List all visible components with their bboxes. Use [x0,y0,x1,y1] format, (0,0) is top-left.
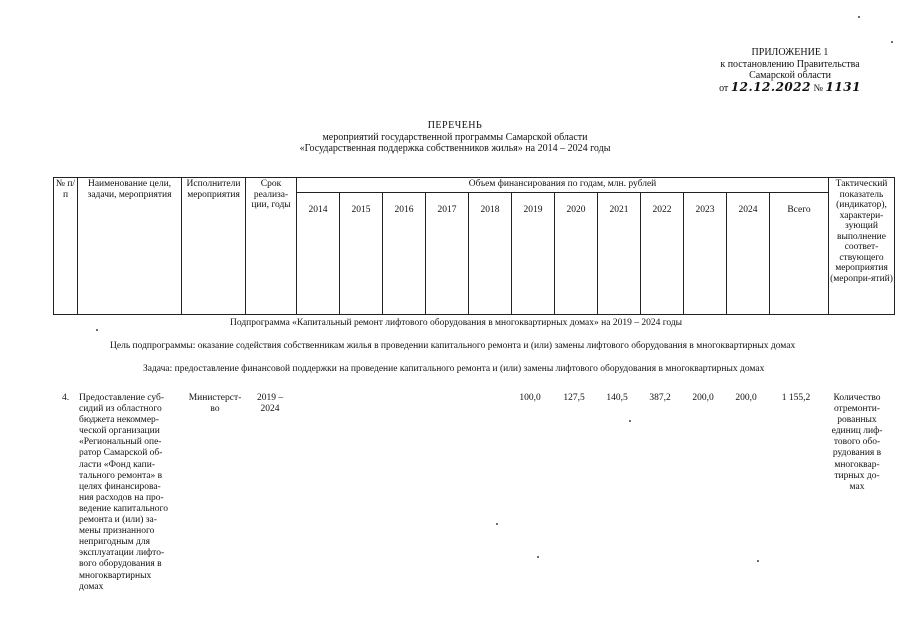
handwritten-number: 1131 [825,79,861,94]
item-term [246,393,294,415]
value-2022: 387,2 [649,393,671,403]
subprogram-task: Задача: предоставление финансовой поддержки на проведение капитального ремонта и (или) замены лифтового оборудования в многоквартирных домах [143,364,765,374]
appendix-line-2: к постановлению Правительства [720,58,860,70]
year-header: 2020 [555,193,598,315]
date-prefix: от [719,82,729,94]
value-2024: 200,0 [735,393,757,403]
value-2023: 200,0 [692,393,714,403]
item-name-line: ратор Самарской об- [79,448,163,459]
item-name-line: бюджета некоммер- [79,415,159,426]
year-header: 2018 [469,193,512,315]
item-name-line: вого оборудования в [79,559,162,570]
scan-speck [858,16,860,18]
value-total: 1 155,2 [781,393,811,403]
title-line-2: мероприятий государственной программы Самарской области [322,131,588,143]
year-header: 2014 [297,193,340,315]
header-col-name: Наименование цели, задачи, мероприятия [78,178,182,315]
item-term-line: 2019 – [256,393,284,403]
title-line-3: «Государственная поддержка собственников жилья» на 2014 – 2024 годы [299,143,611,154]
item-name-line: Предоставление суб- [79,393,165,403]
item-name-line: ласти «Фонд капи- [79,459,155,470]
document-title [280,120,630,155]
item-name-line: мены признанного [79,526,155,537]
handwritten-date: 12.12.2022 [730,79,811,94]
item-name-line: «Региональный опе- [79,437,162,448]
header-col-number: № п/п [54,178,78,315]
scan-speck [96,329,98,331]
scan-speck [757,560,759,562]
scan-speck [891,41,893,43]
title-line-1: ПЕРЕЧЕНЬ [427,120,483,131]
item-indicator-line: рованных [837,415,877,426]
item-name-line: целях финансирова- [79,481,161,492]
value-2020: 127,5 [563,393,585,403]
item-term-line: 2024 [260,404,280,415]
header-table [53,177,895,315]
year-header: 2015 [340,193,383,315]
item-name [79,393,183,593]
item-name-line: ческой организации [79,426,160,437]
item-name-line: ремонта и (или) за- [79,515,157,526]
header-col-executors: Исполнители мероприятия [182,178,246,315]
item-indicator-line: мах [849,481,865,492]
subprogram-heading: Подпрограмма «Капитальный ремонт лифтового оборудования в многоквартирных домах» на 2019 – 2024 годы [230,318,683,328]
item-name-line: сидий из областного [79,404,162,415]
scan-speck [496,523,498,525]
item-name-line: ния расходов на про- [79,492,164,503]
year-header: 2016 [383,193,426,315]
header-col-term: Срок реализа-ции, годы [246,178,297,315]
header-col-funding: Объем финансирования по годам, млн. рублей [297,178,829,193]
item-name-line: эксплуатации лифто- [79,548,165,559]
value-2021: 140,5 [606,393,628,403]
number-prefix: № [813,82,824,94]
year-header: 2022 [641,193,684,315]
appendix-line-3: Самарской области [749,70,831,81]
year-header: 2023 [684,193,727,315]
scan-speck [629,420,631,422]
item-executor [183,393,247,415]
item-name-line: домах [79,581,104,592]
item-indicator-line: рудования в [832,448,882,459]
item-indicator-line: тового обо- [833,437,881,448]
item-indicator-line: многоквар- [834,459,880,470]
item-indicator-line: единиц лиф- [831,426,883,437]
appendix-title: ПРИЛОЖЕНИЕ 1 [751,47,829,58]
item-indicator-line: Количество [833,393,881,403]
year-header: 2017 [426,193,469,315]
item-executor-line: во [210,404,220,415]
header-col-indicator: Тактический показатель (индикатор), характери-зующий выполнение соответ-ствующего мероприятия (меропри-ятий) [829,178,895,315]
item-executor-line: Министерст- [188,393,242,403]
subprogram-goal: Цель подпрограммы: оказание содействия собственникам жилья в проведении капитального ремонта и (или) замены лифтового оборудования в многоквартирных домах [110,341,796,351]
total-header: Всего [770,193,829,315]
item-indicator [824,393,890,493]
item-number: 4. [62,393,70,403]
appendix-date-line [690,79,890,95]
scan-speck [537,556,539,558]
appendix-block [690,47,890,94]
item-indicator-line: отремонти- [833,404,881,415]
item-name-line: многоквартирных [79,570,152,581]
item-name-line: тального ремонта» в [79,470,163,481]
item-name-line: непригодным для [79,537,150,548]
year-header: 2019 [512,193,555,315]
year-header: 2024 [727,193,770,315]
item-indicator-line: тирных до- [834,470,880,481]
item-name-line: ведение капитального [79,503,168,514]
value-2019: 100,0 [519,393,541,403]
year-header: 2021 [598,193,641,315]
